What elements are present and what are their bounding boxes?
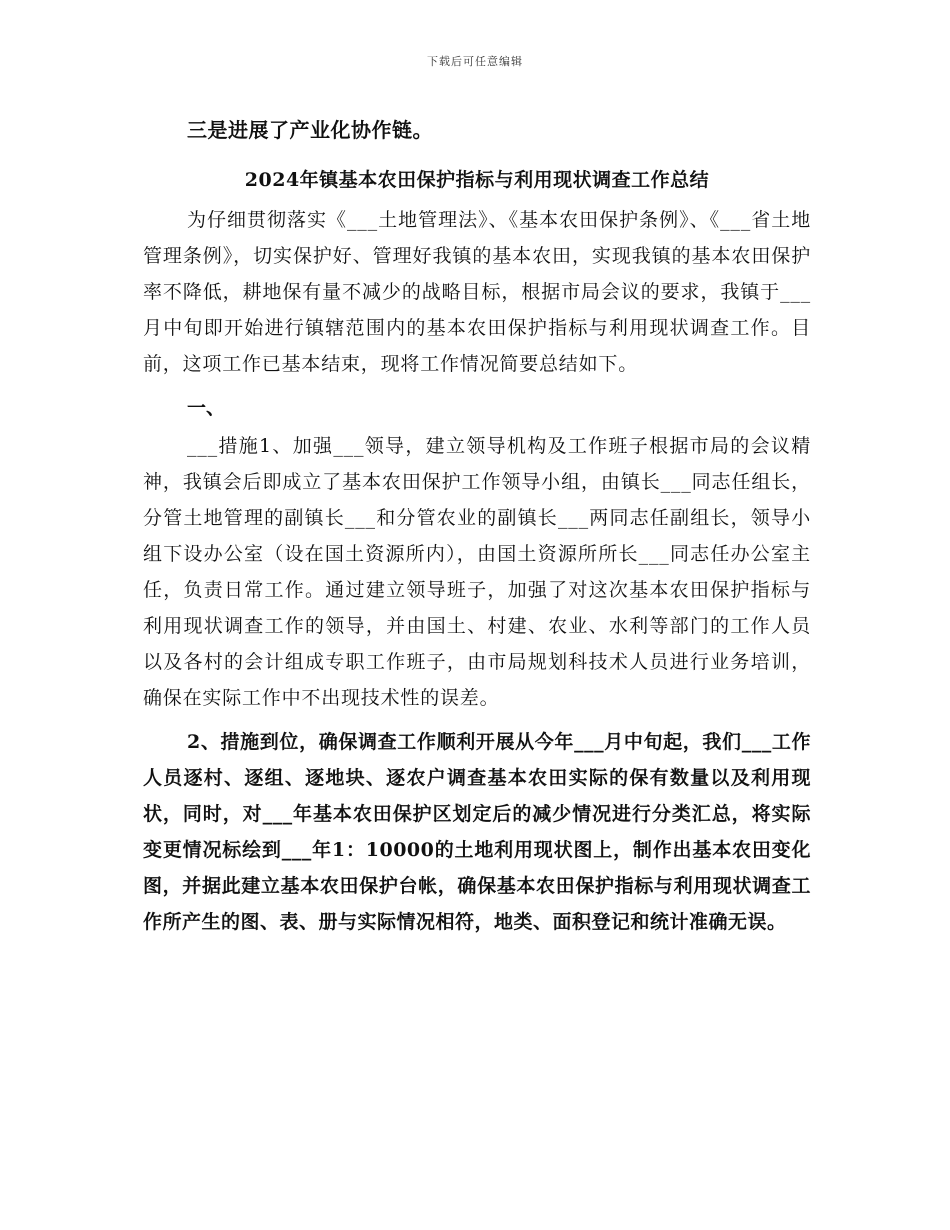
paragraph-intro: 为仔细贯彻落实《___土地管理法》、《基本农田保护条例》、《___省土地管理条例》，切实保护好、管理好我镇的基本农田，实现我镇的基本农田保护率不降低，耕地保有量不减少的战略目标，根据市局会议的要求，我镇于___月中旬即开始进行镇辖范围内的基本农田保护指标与利用现状调查工作。目前，这项工作已基本结束，现将工作情况简要总结如下。 [143,209,811,375]
intro-heading: 三是进展了产业化协作链。 [187,118,433,142]
document-body [143,110,811,940]
document-title: 2024年镇基本农田保护指标与利用现状调查工作总结 [244,169,710,191]
section-heading-one: 一、 [187,397,226,419]
paragraph-measure-1: ___措施1、加强___领导，建立领导机构及工作班子根据市局的会议精神，我镇会后即成立了基本农田保护工作领导小组，由镇长___同志任组长，分管土地管理的副镇长___和分管农业的副镇长___两同志任副组长，领导小组下设办公室（设在国土资源所内），由国土资源所所长___同志任办公室主任，负责日常工作。通过建立领导班子，加强了对这次基本农田保护指标与利用现状调查工作的领导，并由国土、村建、农业、水利等部门的工作人员以及各村的会计组成专职工作班子，由市局规划科技术人员进行业务培训，确保在实际工作中不出现技术性的误差。 [143,435,811,709]
page-header-note: 下载后可任意编辑 [427,55,523,68]
paragraph-measure-2: 2、措施到位，确保调查工作顺利开展从今年___月中旬起，我们___工作人员逐村、逐组、逐地块、逐农户调查基本农田实际的保有数量以及利用现状，同时，对___年基本农田保护区划定后的减少情况进行分类汇总，将实际变更情况标绘到___年1：10000的土地利用现状图上，制作出基本农田变化图，并据此建立基本农田保护台帐，确保基本农田保护指标与利用现状调查工作所产生的图、表、册与实际情况相符，地类、面积登记和统计准确无误。 [143,731,811,933]
